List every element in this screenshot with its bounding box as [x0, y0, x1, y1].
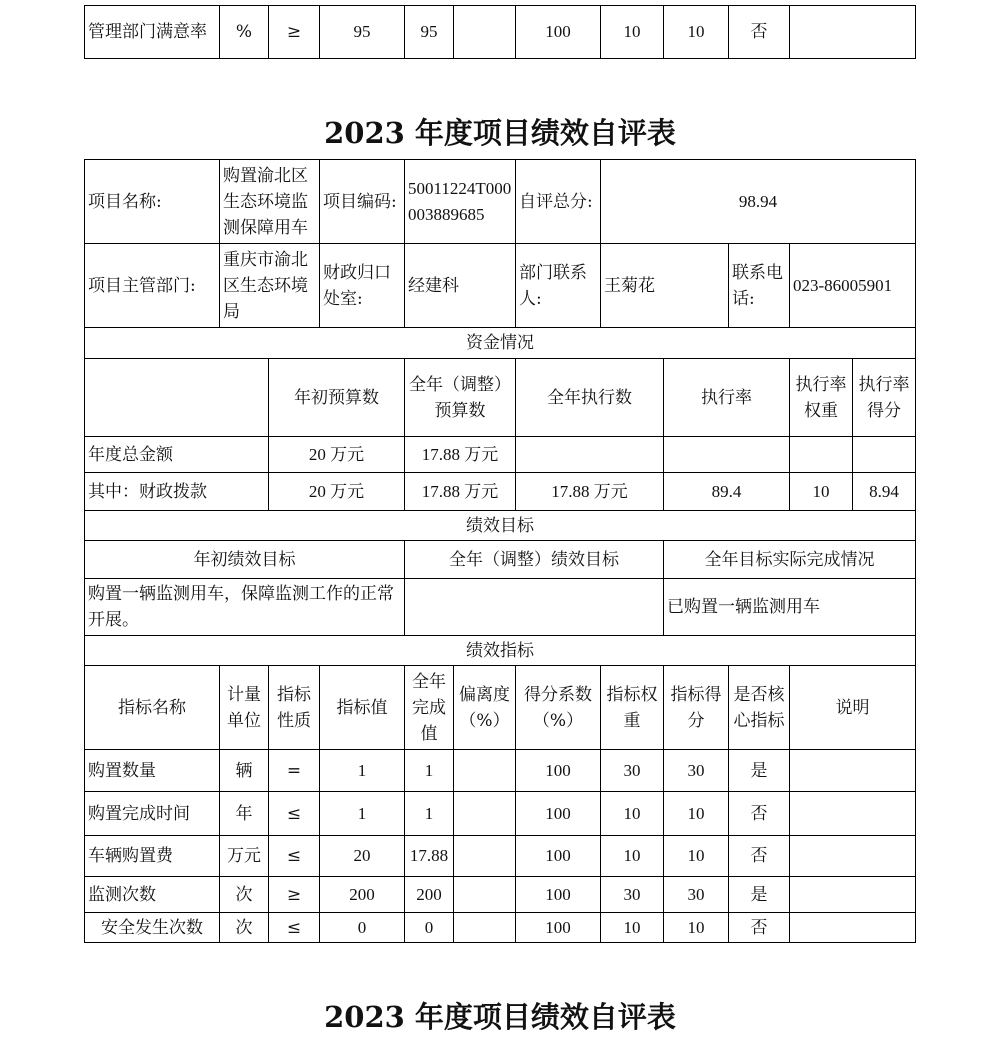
weight-cell: 30	[601, 750, 664, 792]
indicators-header-row	[85, 666, 916, 750]
goals-content-row	[85, 579, 916, 636]
funds-score	[853, 437, 915, 472]
indicator-name-cell: 购置数量	[85, 750, 220, 792]
department-info-row	[85, 244, 916, 328]
core-indicator-cell: 否	[729, 836, 790, 877]
table-row	[85, 836, 916, 877]
table-row	[85, 6, 916, 59]
nature-cell: ≥	[269, 877, 320, 913]
finance-office-value: 经建科	[405, 244, 516, 328]
note-cell	[790, 6, 916, 59]
previous-table-fragment	[84, 5, 916, 59]
funds-header-blank	[85, 359, 269, 437]
funds-row-label: 年度总金额	[85, 437, 269, 473]
funds-adjusted: 17.88 万元	[405, 473, 516, 511]
funds-initial: 20 万元	[269, 437, 405, 473]
target-value-cell: 0	[320, 913, 405, 943]
department-value: 重庆市渝北区生态环境局	[220, 244, 320, 328]
goals-adjusted-text	[405, 579, 664, 636]
coefficient-cell: 100	[516, 836, 601, 877]
funds-initial: 20 万元	[269, 473, 405, 511]
nature-cell: ≤	[269, 836, 320, 877]
funds-header-weight: 执行率权重	[790, 359, 853, 436]
target-value-cell: 1	[320, 750, 405, 792]
table-row	[85, 913, 916, 943]
header-score: 指标得分	[664, 666, 729, 750]
nature-cell: ≥	[269, 6, 320, 59]
department-label: 项目主管部门:	[85, 244, 220, 328]
indicator-name-cell: 车辆购置费	[85, 836, 220, 877]
core-indicator-cell: 是	[729, 877, 790, 913]
funds-weight: 10	[790, 473, 853, 510]
unit-cell: 万元	[220, 836, 269, 877]
self-score-label: 自评总分:	[516, 160, 601, 244]
funds-score: 8.94	[869, 482, 899, 501]
actual-value-cell: 200	[405, 877, 454, 913]
indicator-name-cell: 购置完成时间	[85, 792, 220, 836]
unit-cell: 辆	[220, 750, 269, 792]
weight-cell: 10	[601, 913, 664, 943]
project-name-value: 购置渝北区生态环境监测保障用车	[220, 160, 320, 244]
project-code-label: 项目编码:	[320, 160, 405, 244]
goals-header-actual: 全年目标实际完成情况	[664, 541, 916, 579]
funds-row-label: 其中：财政拨款	[85, 473, 269, 511]
actual-value-cell: 0	[405, 913, 454, 943]
weight-cell: 10	[601, 6, 664, 59]
self-score-value: 98.94	[601, 160, 916, 244]
funds-rate	[664, 437, 790, 473]
actual-value-cell: 95	[405, 6, 454, 59]
weight-cell: 30	[601, 877, 664, 913]
nature-cell: =	[269, 750, 320, 792]
coefficient-cell: 100	[516, 913, 601, 943]
contact-label: 部门联系人:	[516, 244, 601, 328]
next-page-title: 2023 年度项目绩效自评表	[324, 1000, 676, 1034]
header-core: 是否核心指标	[729, 666, 790, 750]
target-value-cell: 200	[320, 877, 405, 913]
goals-section-row	[85, 511, 916, 541]
weight-cell: 10	[601, 836, 664, 877]
indicators-section-title: 绩效指标	[85, 636, 916, 666]
coefficient-cell: 100	[516, 750, 601, 792]
header-unit: 计量单位	[220, 666, 269, 750]
unit-cell: 年	[220, 792, 269, 836]
score-cell: 10	[664, 913, 729, 943]
weight-cell: 10	[601, 792, 664, 836]
note-cell	[790, 836, 916, 877]
funds-fiscal-row	[85, 473, 916, 511]
funds-adjusted: 17.88 万元	[405, 437, 516, 473]
page-title: 2023 年度项目绩效自评表	[324, 116, 676, 150]
core-indicator-cell: 是	[729, 750, 790, 792]
indicators-section-row	[85, 636, 916, 666]
goals-initial-text: 购置一辆监测用车，保障监测工作的正常开展。	[85, 579, 405, 636]
note-cell	[790, 750, 916, 792]
project-info-row	[85, 160, 916, 244]
funds-header-weight-score	[790, 359, 916, 437]
target-value-cell: 20	[320, 836, 405, 877]
target-value-cell: 95	[320, 6, 405, 59]
header-nature: 指标性质	[269, 666, 320, 750]
funds-header-row	[85, 359, 916, 437]
indicator-name-cell: 监测次数	[85, 877, 220, 913]
goals-header-adjusted: 全年（调整）绩效目标	[405, 541, 664, 579]
coefficient-cell: 100	[516, 877, 601, 913]
funds-weight-score	[790, 437, 916, 473]
header-note: 说明	[790, 666, 916, 750]
header-coefficient: 得分系数（%）	[516, 666, 601, 750]
project-code-value: 50011224T000003889685	[405, 160, 516, 244]
core-indicator-cell: 否	[729, 6, 790, 59]
funds-weight-score	[790, 473, 916, 511]
funds-section-row	[85, 328, 916, 359]
deviation-cell	[454, 836, 516, 877]
score-cell: 10	[664, 792, 729, 836]
deviation-cell	[454, 6, 516, 59]
header-deviation: 偏离度（%）	[454, 666, 516, 750]
funds-header-executed: 全年执行数	[516, 359, 664, 437]
target-value-cell: 1	[320, 792, 405, 836]
actual-value-cell: 1	[405, 792, 454, 836]
funds-executed	[516, 437, 664, 473]
deviation-cell	[454, 877, 516, 913]
deviation-cell	[454, 913, 516, 943]
header-actual: 全年完成值	[405, 666, 454, 750]
header-target: 指标值	[320, 666, 405, 750]
contact-value: 王菊花	[601, 244, 729, 328]
funds-header-rate: 执行率	[664, 359, 790, 437]
unit-cell: %	[220, 6, 269, 59]
phone-value: 023-86005901	[790, 244, 916, 328]
coefficient-cell: 100	[516, 792, 601, 836]
coefficient-cell: 100	[516, 6, 601, 59]
project-name-label: 项目名称:	[85, 160, 220, 244]
funds-header-adjusted: 全年（调整）预算数	[405, 359, 516, 437]
unit-cell: 次	[220, 913, 269, 943]
table-row	[85, 750, 916, 792]
score-cell: 30	[664, 877, 729, 913]
table-row	[85, 792, 916, 836]
note-cell	[790, 792, 916, 836]
goals-actual-text: 已购置一辆监测用车	[664, 579, 916, 636]
funds-header-score: 执行率得分	[858, 374, 910, 421]
funds-header-initial: 年初预算数	[269, 359, 405, 437]
funds-total-row	[85, 437, 916, 473]
deviation-cell	[454, 750, 516, 792]
deviation-cell	[454, 792, 516, 836]
header-indicator-name: 指标名称	[85, 666, 220, 750]
nature-cell: ≤	[269, 913, 320, 943]
nature-cell: ≤	[269, 792, 320, 836]
funds-section-title: 资金情况	[85, 328, 916, 359]
phone-label: 联系电话:	[729, 244, 790, 328]
score-cell: 30	[664, 750, 729, 792]
funds-rate: 89.4	[664, 473, 790, 511]
note-cell	[790, 913, 916, 943]
table-row	[85, 877, 916, 913]
core-indicator-cell: 否	[729, 913, 790, 943]
score-cell: 10	[664, 6, 729, 59]
funds-executed: 17.88 万元	[516, 473, 664, 511]
actual-value-cell: 17.88	[405, 836, 454, 877]
finance-office-label: 财政归口处室:	[320, 244, 405, 328]
core-indicator-cell: 否	[729, 792, 790, 836]
indicator-name-cell: 管理部门满意率	[85, 6, 220, 59]
actual-value-cell: 1	[405, 750, 454, 792]
goals-header-row	[85, 541, 916, 579]
indicator-name-cell: 安全发生次数	[85, 913, 220, 943]
goals-section-title: 绩效目标	[85, 511, 916, 541]
goals-header-initial: 年初绩效目标	[85, 541, 405, 579]
evaluation-table	[84, 159, 916, 943]
note-cell	[790, 877, 916, 913]
funds-weight	[790, 437, 853, 472]
unit-cell: 次	[220, 877, 269, 913]
header-weight: 指标权重	[601, 666, 664, 750]
score-cell: 10	[664, 836, 729, 877]
